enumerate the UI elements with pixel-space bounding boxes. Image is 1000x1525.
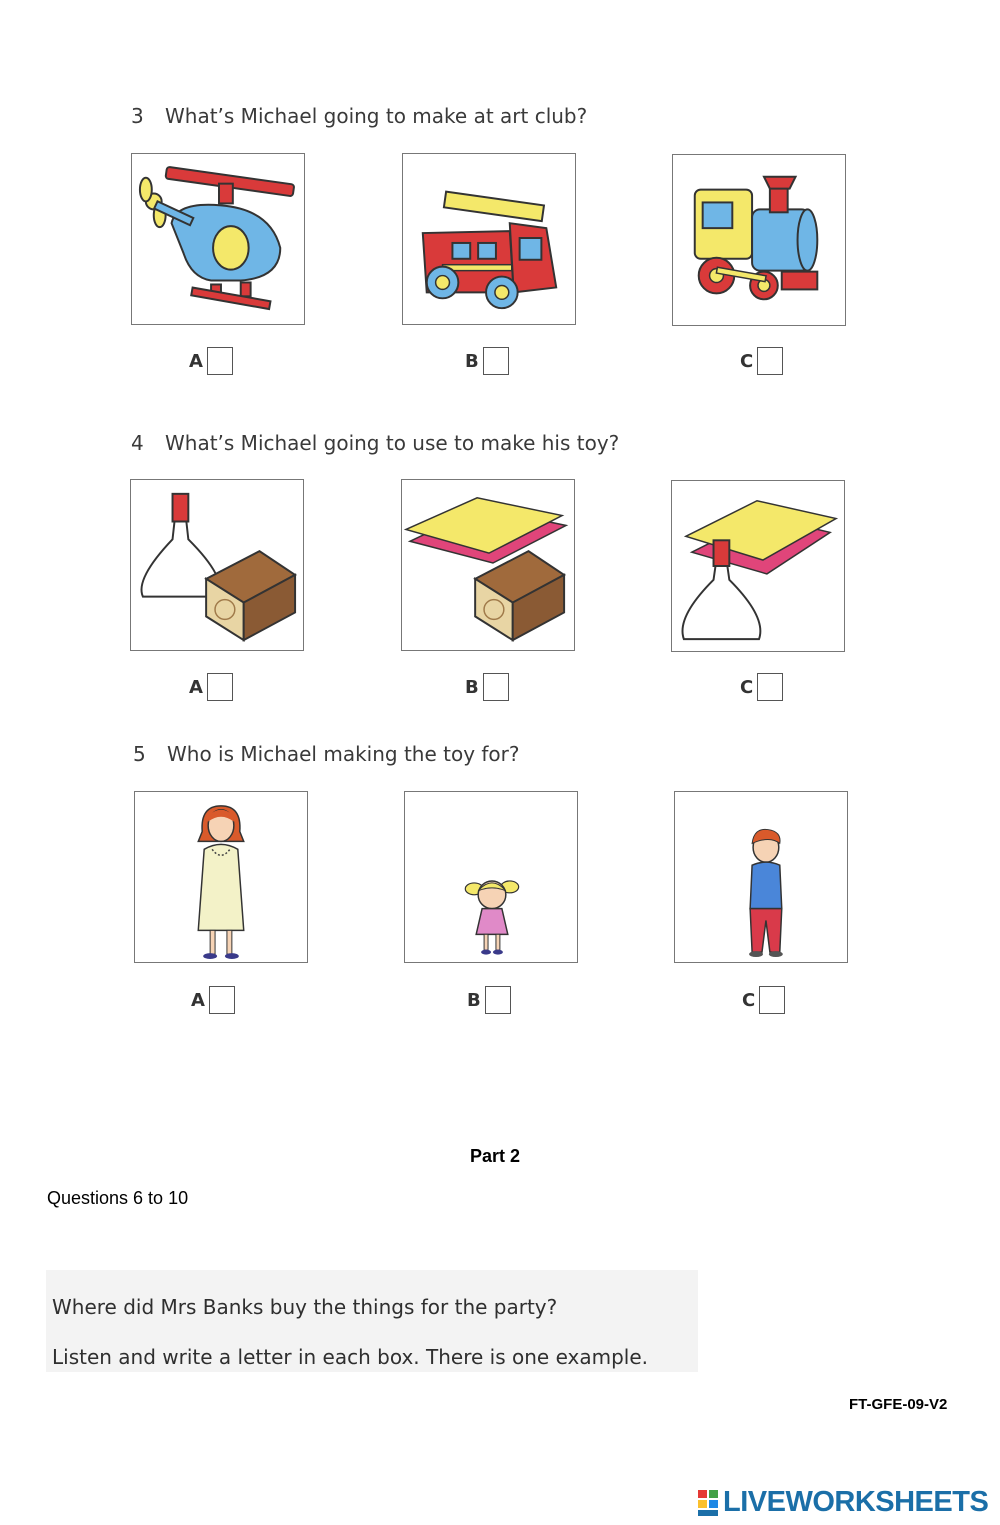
girl-icon (405, 792, 577, 962)
option-4c (740, 673, 783, 701)
instruction-line-1: Where did Mrs Banks buy the things for the party? (52, 1295, 558, 1319)
answer-checkbox-4c[interactable] (757, 673, 783, 701)
option-letter: C (742, 989, 756, 1011)
option-4a-glue-wood-picture (130, 479, 304, 651)
liveworksheets-logo-icon (697, 1488, 721, 1518)
option-letter: A (189, 676, 203, 698)
option-4b-paper-wood-picture (401, 479, 575, 651)
option-5a-woman-picture (134, 791, 308, 963)
option-3a (189, 347, 233, 375)
questions-range-label: Questions 6 to 10 (47, 1188, 189, 1208)
glue-bottle-icon (131, 480, 303, 650)
option-3b (465, 347, 509, 375)
instruction-line-2: Listen and write a letter in each box. There is one example. (52, 1345, 649, 1369)
question-number: 5 (133, 742, 146, 766)
document-code: FT-GFE-09-V2 (849, 1396, 948, 1413)
answer-checkbox-5b[interactable] (485, 986, 511, 1014)
answer-checkbox-3c[interactable] (757, 347, 783, 375)
question-3-title (131, 104, 587, 128)
answer-checkbox-5c[interactable] (759, 986, 785, 1014)
part-2-instructions (46, 1270, 698, 1372)
helicopter-icon (132, 154, 304, 324)
option-letter: C (740, 676, 754, 698)
question-number: 4 (131, 431, 144, 455)
glue-bottle-icon (672, 481, 844, 651)
answer-checkbox-5a[interactable] (209, 986, 235, 1014)
boy-icon (675, 792, 847, 962)
answer-checkbox-4a[interactable] (207, 673, 233, 701)
answer-checkbox-3a[interactable] (207, 347, 233, 375)
option-letter: A (191, 989, 205, 1011)
fire-engine-icon (403, 154, 575, 324)
woman-icon (135, 792, 307, 962)
option-5c (742, 986, 785, 1014)
question-number: 3 (131, 104, 144, 128)
paper-sheets-icon (402, 480, 574, 650)
option-3a-helicopter-picture (131, 153, 305, 325)
part-2-heading: Part 2 (470, 1146, 521, 1166)
question-text: What’s Michael going to use to make his toy? (165, 431, 620, 455)
option-3c-train-picture (672, 154, 846, 326)
answer-checkbox-4b[interactable] (483, 673, 509, 701)
question-5-title (133, 742, 520, 766)
option-5b-little-girl-picture (404, 791, 578, 963)
option-4a (189, 673, 233, 701)
option-5c-boy-picture (674, 791, 848, 963)
question-text: What’s Michael going to make at art club? (165, 104, 588, 128)
option-5a (191, 986, 235, 1014)
option-5b (467, 986, 511, 1014)
brand-name: LIVEWORKSHEETS (723, 1486, 989, 1518)
option-4b (465, 673, 509, 701)
train-icon (673, 155, 845, 325)
option-letter: B (467, 989, 481, 1011)
option-4c-paper-glue-picture (671, 480, 845, 652)
option-3b-fire-engine-picture (402, 153, 576, 325)
question-text: Who is Michael making the toy for? (167, 742, 520, 766)
option-letter: B (465, 350, 479, 372)
question-4-title (131, 431, 619, 455)
option-letter: B (465, 676, 479, 698)
option-letter: C (740, 350, 754, 372)
answer-checkbox-3b[interactable] (483, 347, 509, 375)
option-3c (740, 347, 783, 375)
liveworksheets-logo[interactable] (697, 1486, 988, 1519)
option-letter: A (189, 350, 203, 372)
